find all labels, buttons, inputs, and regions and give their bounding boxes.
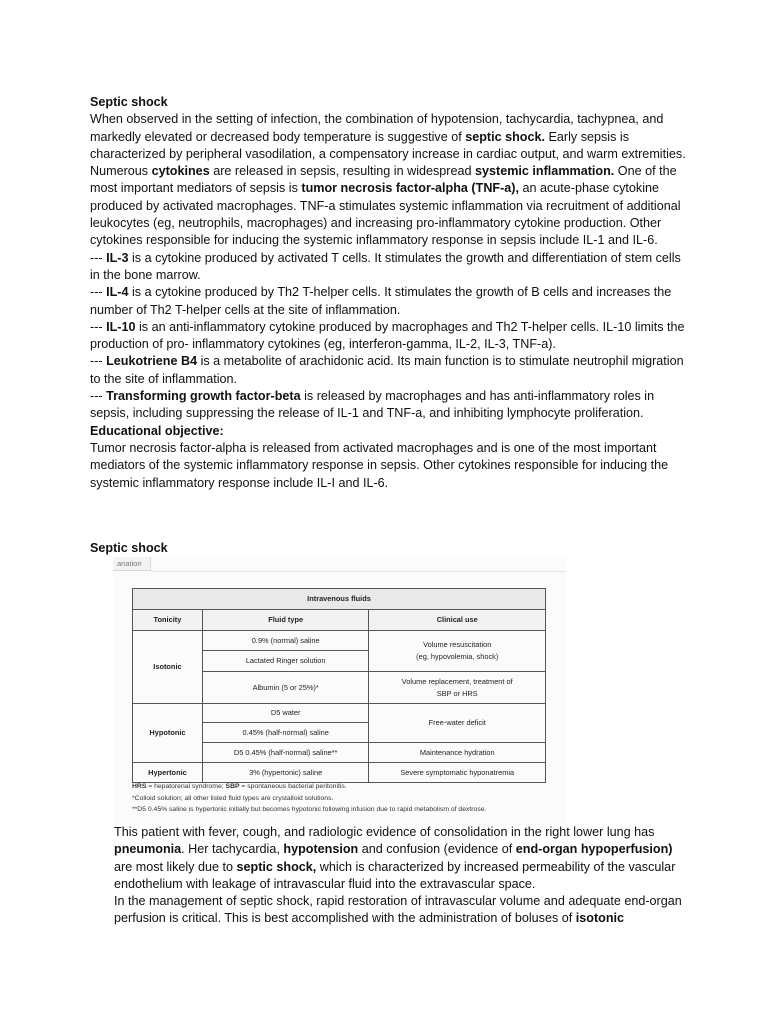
- text-run: Early sepsis is characterized by peripheral vasodilation, a compensatory increase in cardiac output, and warm extremities. Numerous: [90, 129, 686, 179]
- fluid-cell: Lactated Ringer solution: [202, 651, 369, 672]
- col-header: Tonicity: [133, 610, 203, 631]
- intro-paragraph: [90, 111, 690, 249]
- dash-prefix: ---: [90, 285, 107, 300]
- text-run: which is characterized by increased permeability of the vascular endothelium with leakage of intravascular fluid into the extravascular space.: [114, 859, 676, 891]
- text-run: is a cytokine produced by activated T cells. It stimulates the growth and differentiation of stem cells in the bone marrow.: [90, 250, 681, 282]
- footnote: **D5 0.45% saline is hypertonic initially but becomes hypotonic following infusion due to rapid metabolism of dextrose.: [132, 806, 487, 813]
- text-run: are most likely due to: [114, 859, 237, 874]
- bold-term: IL-3: [106, 250, 129, 265]
- text-run: an acute-phase cytokine produced by activated macrophages. TNF-a stimulates systemic inflammation via recruitment of additional leukocytes (eg, neutrophils, macrophages) and increasing pro-inflammatory cytokine production. Other cytokines responsible for inducing the systemic inflammatory response in sepsis include IL-1 and IL-6.: [90, 181, 681, 248]
- fluid-cell: D5 water: [202, 704, 369, 723]
- table-caption: Intravenous fluids: [133, 589, 546, 610]
- text-run: One of the most important mediators of sepsis is: [90, 164, 677, 196]
- dash-prefix: ---: [90, 354, 107, 369]
- footnote: *Colloid solution; all other listed fluid types are crystalloid solutions.: [132, 794, 334, 802]
- bold-term: hypotension: [283, 842, 359, 857]
- fluid-cell: 0.9% (normal) saline: [202, 631, 369, 651]
- text-run: In the management of septic shock, rapid restoration of intravascular volume and adequate end-organ perfusion is critical. This is best accomplished with the administration of boluses of: [114, 894, 682, 926]
- table-footnotes: [132, 781, 562, 816]
- explanation-section: [114, 824, 684, 928]
- bold-term: isotonic: [575, 911, 625, 926]
- list-item: [90, 250, 690, 285]
- list-item: [90, 319, 690, 354]
- list-item: [90, 284, 690, 319]
- bold-term: Transforming growth factor-beta: [106, 389, 301, 404]
- fluid-cell: 0.45% (half-normal) saline: [202, 723, 369, 743]
- objective-text: Tumor necrosis factor-alpha is released from activated macrophages and is one of the most important mediators of the systemic inflammatory response in sepsis. Other cytokines responsible for inducing the systemic inflammatory response include IL-I and IL-6.: [90, 440, 669, 490]
- dash-prefix: ---: [90, 389, 107, 404]
- use-cell: Severe symptomatic hyponatremia: [369, 763, 546, 783]
- text-run: is an anti-inflammatory cytokine produced by macrophages and Th2 T-helper cells. IL-10 limits the production of pro- inflammatory cytokines (eg, interferon-gamma, IL-2, IL-3, TNF-a).: [90, 319, 685, 352]
- bold-term: IL-4: [106, 285, 129, 300]
- bold-term: septic shock.: [465, 129, 546, 144]
- tonicity-cell: Hypertonic: [133, 763, 203, 783]
- bold-term: IL-10: [106, 319, 136, 334]
- abbr-def: = hepatorenal syndrome;: [146, 783, 226, 790]
- list-item: [90, 388, 690, 423]
- section-heading-2: Septic shock: [90, 541, 168, 555]
- bold-term: Leukotriene B4: [106, 354, 198, 369]
- text-run: and confusion (evidence of: [358, 842, 516, 857]
- use-cell: [369, 631, 546, 672]
- tonicity-cell: Hypotonic: [133, 704, 203, 763]
- bold-term: end-organ hypoperfusion): [515, 842, 673, 857]
- text-run: When observed in the setting of infection, the combination of hypotension, tachycardia, tachypnea, and markedly elevated or decreased body temperature is suggestive of: [90, 112, 664, 144]
- bold-term: systemic inflammation.: [475, 164, 615, 179]
- abbr-def: = spontaneous bacterial peritonitis.: [239, 783, 347, 790]
- bold-term: cytokines: [151, 164, 210, 179]
- use-line: Volume resuscitation: [423, 640, 492, 649]
- iv-fluids-table: [132, 588, 546, 783]
- embedded-screenshot: [113, 557, 566, 825]
- text-run: . Her tachycardia,: [181, 842, 284, 857]
- dash-prefix: ---: [90, 250, 107, 265]
- footnote-abbreviations: [132, 781, 562, 793]
- objective-heading: Educational objective:: [90, 423, 224, 438]
- use-cell: [369, 672, 546, 704]
- text-run: is a cytokine produced by Th2 T-helper cells. It stimulates the growth of B cells and increases the number of Th2 T-helper cells at the site of inflammation.: [90, 285, 672, 317]
- section-heading: Septic shock: [90, 95, 168, 109]
- text-run: is released by macrophages and has anti-inflammatory roles in sepsis, including suppressing the release of IL-1 and TNF-a, and inhibiting lymphocyte proliferation.: [90, 389, 655, 421]
- list-item: [90, 353, 690, 388]
- use-cell: Maintenance hydration: [369, 743, 546, 763]
- abbr: SBP: [225, 783, 240, 790]
- fluid-cell: Albumin (5 or 25%)*: [202, 672, 369, 704]
- col-header: Clinical use: [369, 610, 546, 631]
- use-line: (eg, hypovolemia, shock): [416, 652, 499, 661]
- explanation-paragraph: [114, 824, 684, 893]
- septic-shock-section: [90, 94, 690, 492]
- fluid-cell: 3% (hypertonic) saline: [202, 763, 369, 783]
- use-line: SBP or HRS: [436, 688, 478, 698]
- text-run: This patient with fever, cough, and radiologic evidence of consolidation in the right lower lung has: [114, 825, 655, 839]
- fluid-cell: D5 0.45% (half-normal) saline**: [202, 743, 369, 763]
- management-paragraph: [114, 893, 684, 928]
- bold-term: pneumonia: [114, 842, 182, 857]
- abbr: HRS: [132, 783, 147, 790]
- bold-term: septic shock,: [236, 859, 317, 874]
- use-cell: Free-water deficit: [369, 704, 546, 743]
- dash-prefix: ---: [90, 319, 107, 334]
- screenshot-tab: anation: [113, 557, 151, 571]
- use-line: Volume replacement, treatment of: [401, 676, 513, 686]
- bold-term: tumor necrosis factor-alpha (TNF-a),: [301, 181, 519, 196]
- text-run: are released in sepsis, resulting in widespread: [209, 164, 476, 179]
- text-run: is a metabolite of arachidonic acid. Its main function is to stimulate neutrophil migration to the site of inflammation.: [90, 354, 684, 386]
- tonicity-cell: Isotonic: [133, 631, 203, 704]
- col-header: Fluid type: [202, 610, 369, 631]
- divider: [151, 571, 566, 572]
